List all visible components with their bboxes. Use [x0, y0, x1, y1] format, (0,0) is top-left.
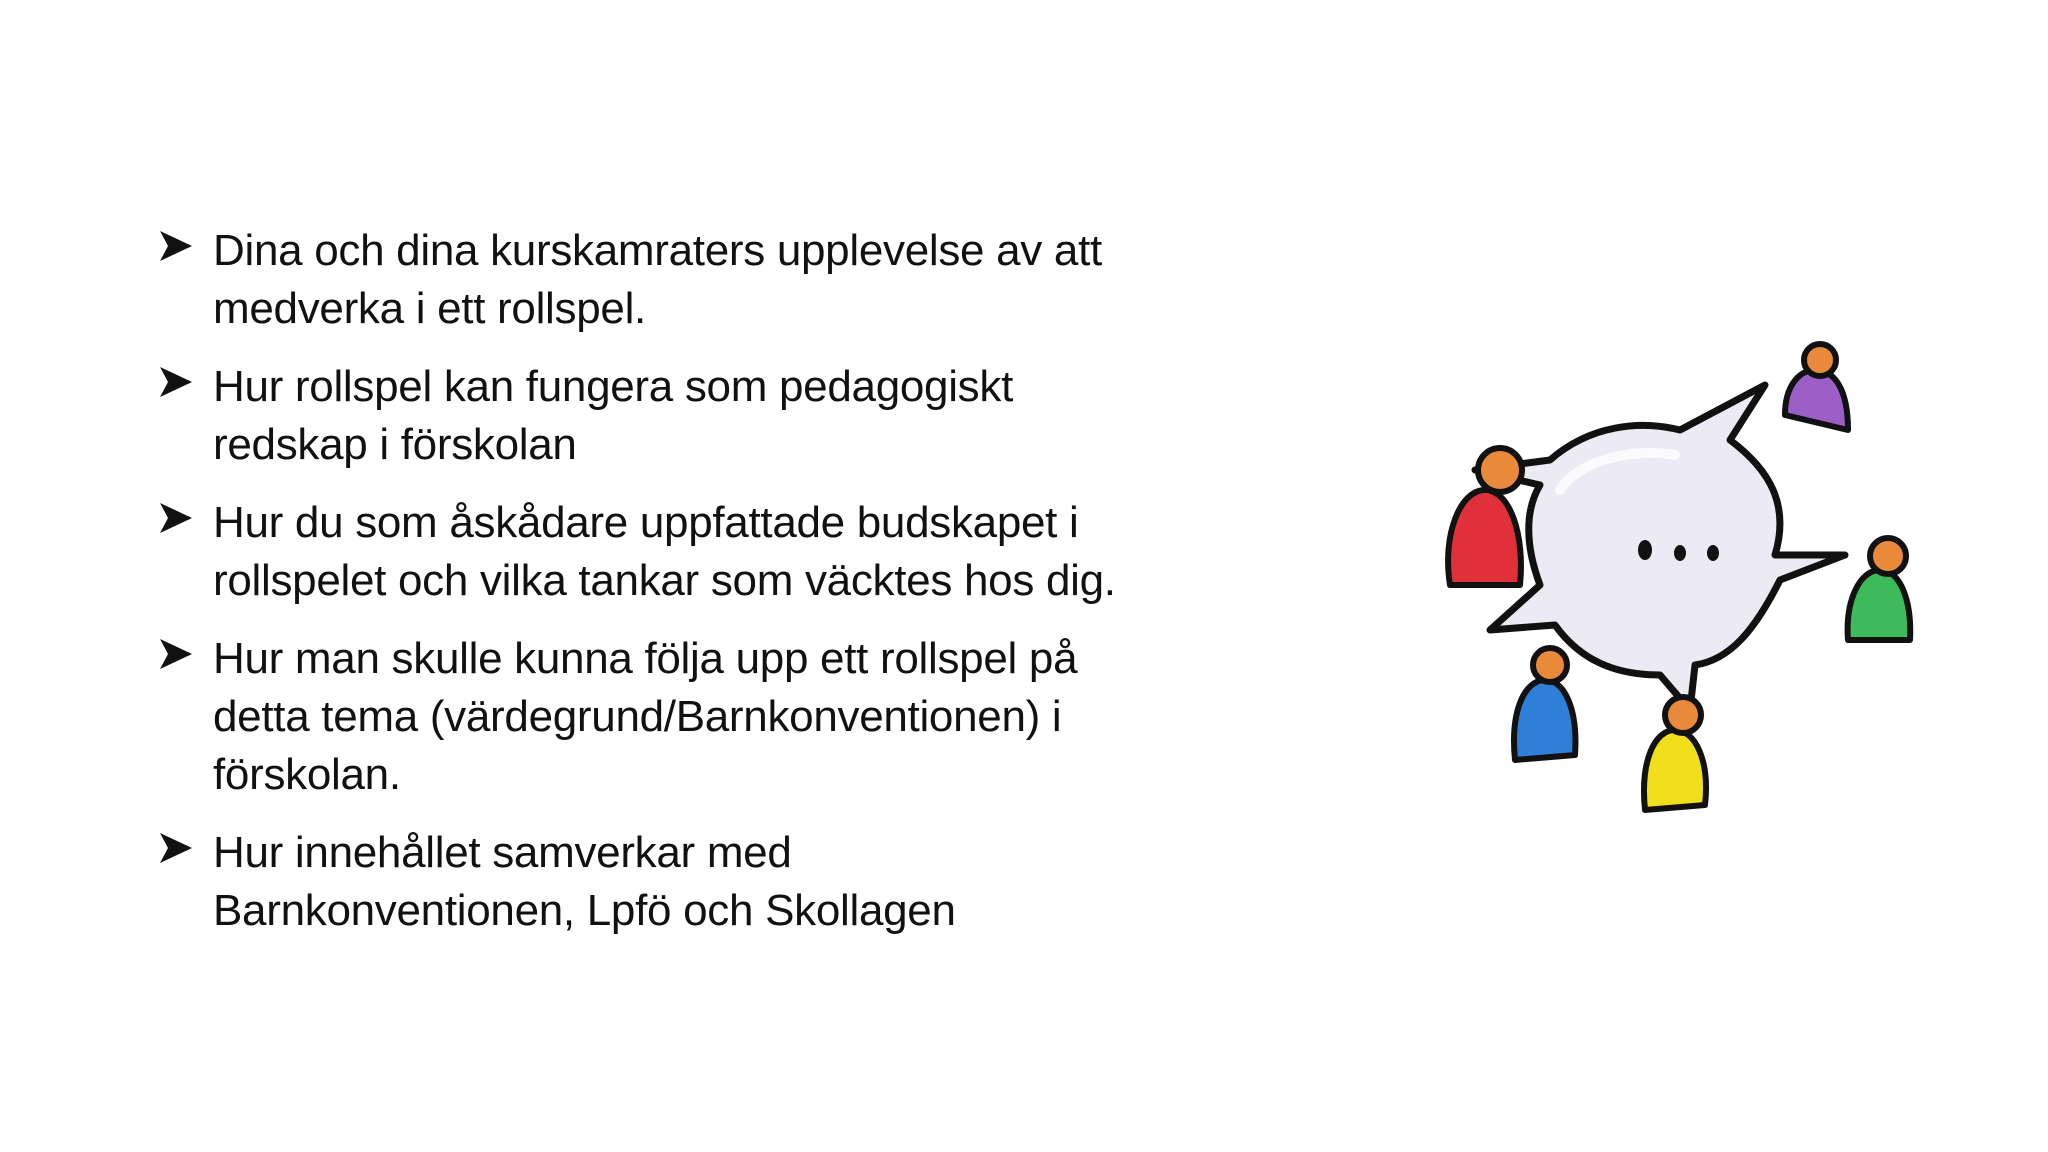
- bullet-item-3: [158, 494, 1238, 610]
- bullet-text: Dina och dina kurskamraters upplevelse av att medverka i ett rollspel.: [213, 226, 1102, 333]
- bullet-item-4: [158, 630, 1238, 804]
- arrowhead-bullet-icon: [158, 228, 194, 264]
- arrowhead-bullet-icon: [158, 364, 194, 400]
- bullet-text: Hur du som åskådare uppfattade budskapet i rollspelet och vilka tankar som väcktes hos dig.: [213, 498, 1116, 605]
- arrowhead-bullet-icon: [158, 830, 194, 866]
- person-purple-icon: [1785, 344, 1848, 430]
- bullet-item-5: [158, 824, 1238, 940]
- person-red-icon: [1448, 448, 1522, 585]
- person-green-icon: [1848, 538, 1911, 640]
- bullet-list: [158, 222, 1238, 960]
- bullet-text: Hur innehållet samverkar med Barnkonventionen, Lpfö och Skollagen: [213, 828, 956, 935]
- bullet-text: Hur rollspel kan fungera som pedagogiskt redskap i förskolan: [213, 362, 1014, 469]
- bullet-item-2: [158, 358, 1238, 474]
- arrowhead-bullet-icon: [158, 500, 194, 536]
- arrowhead-bullet-icon: [158, 636, 194, 672]
- person-yellow-icon: [1644, 697, 1706, 810]
- group-discussion-speech-bubble-icon: [1430, 330, 1940, 830]
- bullet-text: Hur man skulle kunna följa upp ett rollspel på detta tema (värdegrund/Barnkonventionen) i förskolan.: [213, 634, 1078, 799]
- person-blue-icon: [1514, 648, 1575, 760]
- bullet-item-1: [158, 222, 1238, 338]
